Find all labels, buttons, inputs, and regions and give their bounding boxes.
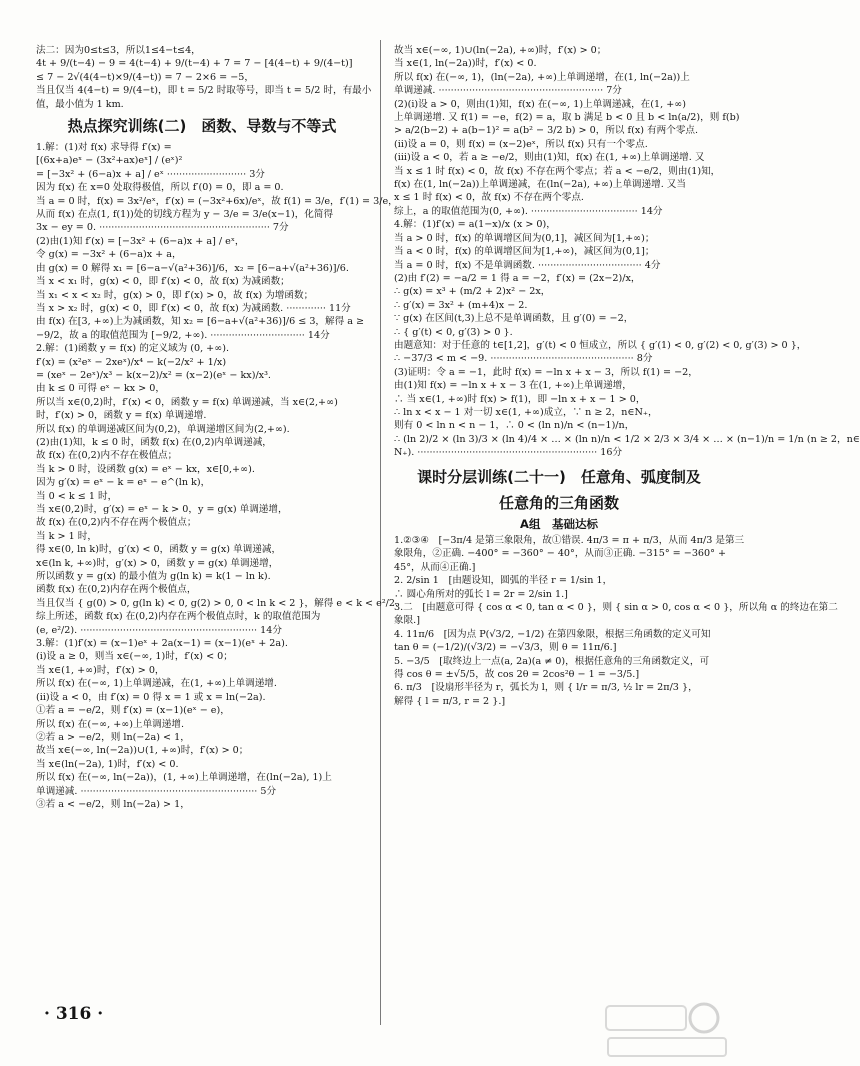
- text-line: 所以 f(x) 在(−∞, +∞)上单调递增.: [36, 718, 184, 730]
- text-line: 当 a = 0 时，f(x) = 3x²/eˣ，f′(x) = (−3x²+6x)/eˣ，故 f(1) = 3/e，f′(1) = 3/e，: [36, 195, 398, 207]
- text-line: ≤ 7 − 2√(4(4−t)×9/(4−t)) = 7 − 2×6 = −5，: [36, 71, 254, 83]
- text-line: 所以 f(x) 在(−∞, ln(−2a))，(1, +∞)上单调递增，在(ln(−2a), 1)上: [36, 772, 332, 784]
- text-line: f′(x) = (x²eˣ − 2xeˣ)/x⁴ − k(−2/x² + 1/x): [36, 356, 227, 368]
- text-line: 得 x∈(0, ln k)时，g′(x) < 0，函数 y = g(x) 单调递减，: [36, 544, 282, 556]
- text-line: 象限.]: [394, 615, 420, 627]
- text-line: ∴ −37/3 < m < −9. ··············································· 8分: [394, 353, 653, 365]
- text-line: ②若 a > −e/2，则 ln(−2a) < 1，: [36, 731, 190, 743]
- group-label: A组 基础达标: [520, 516, 598, 531]
- text-line: 3x − ey = 0. ························································ 7分: [36, 222, 289, 234]
- text-line: > a/2(b−2) + a(b−1)² = a(b² − 3/2 b) > 0，所以 f(x) 有两个零点.: [394, 125, 699, 137]
- text-line: 当 x∈(0,2)时，g′(x) = eˣ − k > 0，y = g(x) 单调递增，: [36, 504, 288, 515]
- text-line: 综上所述，函数 f(x) 在(0,2)内存在两个极值点时，k 的取值范围为: [36, 611, 321, 623]
- left-column: [36, 44, 399, 811]
- text-line: 当 x < x₁ 时，g(x) < 0，即 f′(x) < 0，故 f(x) 为减函数；: [36, 276, 290, 288]
- text-line: 当 k > 1 时，: [36, 530, 97, 542]
- text-line: 由 k ≤ 0 可得 eˣ − kx > 0，: [36, 383, 165, 395]
- text-line: 当且仅当 { g(0) > 0, g(ln k) < 0, g(2) > 0, 0 < ln k < 2 }，解得 e < k < e²/2.: [36, 597, 399, 609]
- text-line: 所以 f(x) 在(−∞, 1)上单调递减，在(1, +∞)上单调递增.: [36, 678, 277, 690]
- text-line: 1.解：(1)对 f(x) 求导得 f′(x) =: [36, 142, 172, 154]
- text-line: 当 a < 0 时，f(x) 的单调增区间为[1,+∞)，减区间为(0,1]；: [394, 246, 655, 258]
- text-line: (e, e²/2). ·························································· 14分: [36, 624, 282, 636]
- text-line: 则有 0 < ln n < n − 1，∴ 0 < (ln n)/n < (n−1)/n，: [394, 420, 635, 432]
- method-two-block: [36, 44, 372, 111]
- text-line: 2. 2/sin 1 [由题设知，圆弧的半径 r = 1/sin 1，: [394, 575, 613, 587]
- text-line: 故当 x∈(−∞, 1)∪(ln(−2a), +∞)时，f′(x) > 0；: [394, 45, 607, 56]
- left-answer-lines: [36, 141, 399, 811]
- text-line: 由 g(x) = 0 解得 x₁ = [6−a−√(a²+36)]/6，x₂ = [6−a+√(a²+36)]/6.: [36, 262, 349, 274]
- text-line: 因为 g′(x) = eˣ − k = eˣ − e^(ln k)，: [36, 477, 211, 489]
- text-line: ③若 a < −e/2，则 ln(−2a) > 1，: [36, 798, 190, 810]
- text-line: 所以 f(x) 的单调递减区间为(0,2)，单调递增区间为(2,+∞).: [36, 423, 290, 435]
- section-title: 热点探究训练(二) 函数、导数与不等式: [67, 117, 337, 136]
- text-line: 当 x∈(1, ln(−2a))时，f′(x) < 0.: [394, 58, 537, 70]
- text-line: 得 cos θ = ±√5/5，故 cos 2θ = 2cos²θ − 1 = −3/5.]: [394, 669, 640, 681]
- text-line: 故当 x∈(−∞, ln(−2a))∪(1, +∞)时，f′(x) > 0；: [36, 745, 249, 757]
- text-line: (3)证明：令 a = −1，此时 f(x) = −ln x + x − 3，所以 f(1) = −2，: [394, 366, 698, 378]
- text-line: 4. 11π/6 [因为点 P(√3/2, −1/2) 在第四象限，根据三角函数的定义可知: [394, 628, 711, 640]
- text-line: 故 f(x) 在(0,2)内不存在两个极值点；: [36, 517, 197, 529]
- text-line: 因为 f(x) 在 x=0 处取得极值，所以 f′(0) = 0，即 a = 0.: [36, 182, 284, 194]
- text-line: ∴ ln x < x − 1 对一切 x∈(1, +∞)成立，∵ n ≥ 2，n∈N₊，: [394, 406, 658, 418]
- text-line: 令 g(x) = −3x² + (6−a)x + a，: [36, 249, 182, 261]
- text-line: (ⅱ)设 a < 0，由 f′(x) = 0 得 x = 1 或 x = ln(−2a).: [36, 691, 266, 703]
- text-line: 当 x₁ < x < x₂ 时，g(x) > 0，即 f′(x) > 0，故 f(x) 为增函数；: [36, 289, 314, 301]
- text-line: [(6x+a)eˣ − (3x²+ax)eˣ] / (eˣ)²: [36, 155, 183, 167]
- text-line: = (xeˣ − 2eˣ)/x³ − k(x−2)/x² = (x−2)(eˣ − kx)/x³.: [36, 369, 271, 381]
- text-line: 所以 f(x) 在(−∞, 1)，(ln(−2a), +∞)上单调递增，在(1, ln(−2a))上: [394, 71, 690, 83]
- text-line: ∴ g(x) = x³ + (m/2 + 2)x² − 2x，: [394, 286, 551, 298]
- section-title-line-1: 课时分层训练(二十一) 任意角、弧度制及: [417, 467, 701, 486]
- text-line: 当 x∈(1, +∞)时，f′(x) > 0，: [36, 664, 165, 676]
- text-line: 上单调递增. 又 f(1) = −e，f(2) = a，取 b 满足 b < 0 且 b < ln(a/2)，则 f(b): [394, 112, 740, 124]
- text-line: 法二：因为0≤t≤3，所以1≤4−t≤4，: [36, 45, 201, 56]
- text-line: 当 0 < k ≤ 1 时，: [36, 490, 118, 502]
- text-line: (ⅱ)设 a = 0，则 f(x) = (x−2)eˣ，所以 f(x) 只有一个零点.: [394, 138, 648, 150]
- exercise-answer-lines: [394, 534, 838, 708]
- watermark-logo: [600, 1000, 730, 1060]
- text-line: 当 x∈(ln(−2a), 1)时，f′(x) < 0.: [36, 758, 179, 770]
- text-line: 当 x > x₂ 时，g(x) < 0，即 f′(x) < 0，故 f(x) 为减函数. ············· 11分: [36, 302, 351, 314]
- column-divider: [380, 40, 381, 1025]
- text-line: 故 f(x) 在(0,2)内不存在极值点；: [36, 450, 178, 462]
- text-line: 当 k > 0 时，设函数 g(x) = eˣ − kx，x∈[0,+∞).: [36, 463, 255, 475]
- text-line: = [−3x² + (6−a)x + a] / eˣ ·························· 3分: [36, 168, 265, 180]
- text-line: 4.解：(1)f′(x) = a(1−x)/x (x > 0)，: [394, 219, 556, 231]
- text-line: x∈(ln k, +∞)时，g′(x) > 0，函数 y = g(x) 单调递增，: [36, 557, 279, 569]
- text-line: 3.解：(1)f′(x) = (x−1)eˣ + 2a(x−1) = (x−1)(eˣ + 2a).: [36, 638, 288, 650]
- text-line: 5. −3/5 [取终边上一点(a, 2a)(a ≠ 0)，根据任意角的三角函数定义，可: [394, 655, 710, 667]
- text-line: (2)(ⅰ)设 a > 0，则由(1)知，f(x) 在(−∞, 1)上单调递减，在(1, +∞): [394, 98, 686, 110]
- text-line: 象限角，②正确. −400° = −360° − 40°，从而③正确. −315° = −360° +: [394, 548, 727, 560]
- text-line: ∴ { g′(t) < 0, g′(3) > 0 }.: [394, 326, 513, 338]
- text-line: 时，f′(x) > 0，函数 y = f(x) 单调递增.: [36, 410, 207, 422]
- text-line: 所以函数 y = g(x) 的最小值为 g(ln k) = k(1 − ln k).: [36, 571, 271, 583]
- right-answer-lines: [394, 44, 860, 460]
- text-line: 综上，a 的取值范围为(0, +∞). ··································· 14分: [394, 205, 663, 217]
- text-line: ∴ g′(x) = 3x² + (m+4)x − 2.: [394, 299, 528, 311]
- text-line: 所以当 x∈(0,2)时，f′(x) < 0，函数 y = f(x) 单调递减，当 x∈(2,+∞): [36, 396, 338, 408]
- section-title-line-2: 任意角的三角函数: [498, 493, 619, 512]
- text-line: 6. π/3 [设扇形半径为 r，弧长为 l，则 { l/r = π/3, ½ lr = 2π/3 }，: [394, 682, 698, 694]
- text-line: 当 a > 0 时，f(x) 的单调增区间为(0,1]，减区间为[1,+∞)；: [394, 232, 655, 244]
- text-line: 当且仅当 4(4−t) = 9/(4−t)，即 t = 5/2 时取等号，即当 t = 5/2 时，有最小: [36, 85, 372, 97]
- text-line: tan θ = (−1/2)/(√3/2) = −√3/3，则 θ = 11π/6.]: [394, 642, 617, 654]
- text-line: ∴ 当 x∈(1, +∞)时 f(x) > f(1)，即 −ln x + x − 1 > 0，: [394, 393, 646, 405]
- text-line: 2.解：(1)函数 y = f(x) 的定义域为 (0, +∞).: [36, 343, 230, 355]
- text-line: 单调递减. ······················································ 7分: [394, 85, 622, 97]
- text-line: 3.二 [由题意可得 { cos α < 0, tan α < 0 }，则 { sin α > 0, cos α < 0 }，所以角 α 的终边在第二: [394, 602, 838, 614]
- text-line: 单调递减. ·························································· 5分: [36, 785, 277, 797]
- text-line: 45°，从而④正确.]: [394, 561, 476, 573]
- text-line: (ⅲ)设 a < 0，若 a ≥ −e/2，则由(1)知，f(x) 在(1, +∞)上单调递增. 又: [394, 152, 705, 164]
- right-column: [394, 44, 860, 708]
- text-line: 1.②③④ [−3π/4 是第三象限角，故①错误. 4π/3 = π + π/3，从而 4π/3 是第三: [394, 535, 745, 546]
- text-line: −9/2，故 a 的取值范围为 [−9/2, +∞). ······························· 14分: [36, 329, 330, 341]
- text-line: 值，最小值为 1 km.: [36, 98, 124, 110]
- text-line: ∴ (ln 2)/2 × (ln 3)/3 × (ln 4)/4 × … × (ln n)/n < 1/2 × 2/3 × 3/4 × … × (n−1)/n = 1/n (n ≥ 2，n∈: [394, 433, 860, 445]
- text-line: 由(1)知 f(x) = −ln x + x − 3 在(1, +∞)上单调递增，: [394, 380, 632, 392]
- text-line: 由题意知：对于任意的 t∈[1,2]，g′(t) < 0 恒成立，所以 { g′(1) < 0, g′(2) < 0, g′(3) > 0 }，: [394, 339, 807, 351]
- text-line: 当 x ≤ 1 时 f(x) < 0，故 f(x) 不存在两个零点；若 a < −e/2，则由(1)知，: [394, 165, 721, 177]
- page-number: · 316 ·: [44, 1004, 104, 1024]
- text-line: (ⅰ)设 a ≥ 0，则当 x∈(−∞, 1)时，f′(x) < 0；: [36, 651, 233, 663]
- text-line: f(x) 在(1, ln(−2a))上单调递减，在(ln(−2a), +∞)上单调递增. 又当: [394, 179, 686, 191]
- text-line: 当 a = 0 时，f(x) 不是单调函数. ·································· 4分: [394, 259, 661, 271]
- text-line: 由 f(x) 在[3, +∞)上为减函数，知 x₂ = [6−a+√(a²+36)]/6 ≤ 3，解得 a ≥: [36, 316, 365, 328]
- text-line: 4t + 9/(t−4) − 9 = 4(t−4) + 9/(t−4) + 7 = 7 − [4(4−t) + 9/(4−t)]: [36, 58, 353, 70]
- text-line: (2)由 f′(2) = −a/2 = 1 得 a = −2，f′(x) = (2x−2)/x，: [394, 272, 641, 284]
- text-line: 解得 { l = π/3, r = 2 }.]: [394, 695, 506, 707]
- text-line: (2)由(1)知，k ≤ 0 时，函数 f(x) 在(0,2)内单调递减，: [36, 436, 272, 448]
- text-line: ∵ g(x) 在区间(t,3)上总不是单调函数，且 g′(0) = −2，: [394, 313, 634, 325]
- text-line: x ≤ 1 时 f(x) < 0，故 f(x) 不存在两个零点.: [394, 192, 584, 204]
- text-line: (2)由(1)知 f′(x) = [−3x² + (6−a)x + a] / eˣ，: [36, 235, 245, 247]
- text-line: ①若 a = −e/2，则 f′(x) = (x−1)(eˣ − e)，: [36, 705, 230, 717]
- text-line: 函数 f(x) 在(0,2)内存在两个极值点，: [36, 584, 197, 596]
- text-line: 从而 f(x) 在点(1, f(1))处的切线方程为 y − 3/e = 3/e(x−1)，化简得: [36, 209, 334, 221]
- text-line: N₊). ··························································· 16分: [394, 447, 623, 459]
- text-line: ∴ 圆心角所对的弧长 l = 2r = 2/sin 1.]: [394, 588, 568, 600]
